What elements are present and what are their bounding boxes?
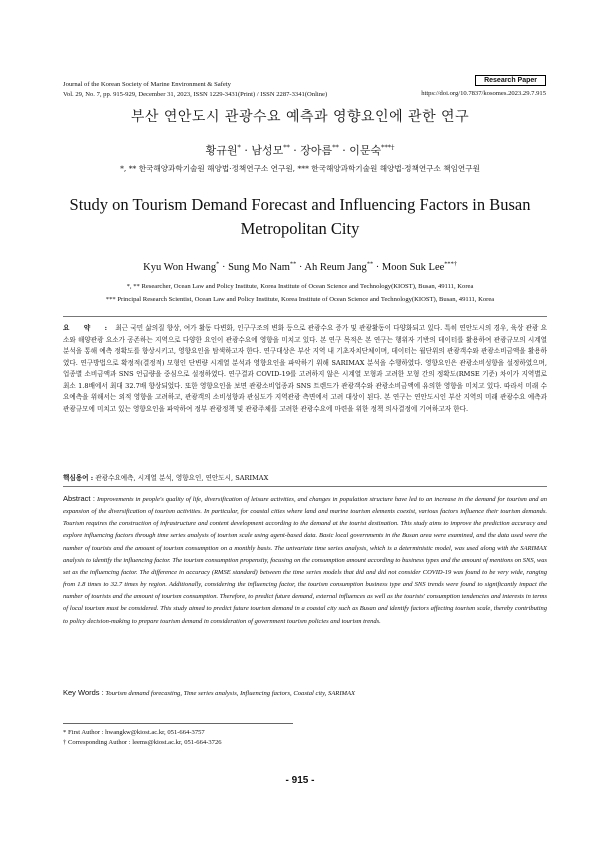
korean-abstract — [63, 323, 547, 415]
english-title: Study on Tourism Demand Forecast and Influencing Factors in Busan Metropolitan City — [69, 195, 531, 238]
english-keywords-label: Key Words : — [63, 688, 104, 697]
author-mark: ** — [283, 143, 290, 152]
english-abstract-text: Improvements in people's quality of life, diversification of leisure activities, and changes in population structure have led to an increase in the demand for tourism and an expansion of the diversification of tourism activities. In particular, for coastal cities where land and marine tourism elements coexist, various factors influence their tourism demands. Tourism requires the construction of infrastructure and content development according to the demand at the tourist destination. This study aims to improve the prediction accuracy and explore influencing factors through time series analysis of tourism scale using agent-based data. Basic local governments in the Busan area were examined, and the data used were the number of tourists and the amount of tourism consumption on a monthly basis. The univariate time series analysis, which is a deterministic model, was used along with the SARIMAX analysis to identify the influencing factor. The tourism consumption propensity, focusing on the consumption amount according to business types and the amount of mentions on SNS, was set as the influencing factor. The difference in accuracy (RMSE standard) between the time series models that did and did not consider COVID-19 was found to be very wide, ranging from 1.8 times to 32.7 times by region. Additionally, considering the influencing factor, the tourism consumption business type and SNS trends were found to significantly impact the number of tourists and the amount of tourism consumption. Therefore, to predict future demand, external influences as well as the tourists' consumption tendencies and interests in terms of local tourism must be considered. This study aimed to predict future tourism demand in a coastal city such as Busan and identify factors affecting tourism scale, thereby contributing to policy decision-making to prepare tourism demand in consideration of government tourism policies and tourism trends. — [63, 496, 548, 625]
author-separator: · — [221, 262, 226, 273]
author-name: 황규원 — [205, 144, 238, 157]
footnote-divider — [63, 723, 293, 724]
footnote — [63, 728, 222, 738]
korean-affiliation: *, ** 한국해양과학기술원 해양법·정책연구소 연구원, *** 한국해양과학기술원 해양법·정책연구소 책임연구원 — [120, 164, 480, 173]
footnote-text: First Author : hwangkw@kiost.ac.kr, 051-664-3757 — [67, 729, 205, 736]
english-affiliations — [60, 280, 540, 306]
author-separator: · — [293, 144, 297, 157]
english-keywords-text: Tourism demand forecasting, Time series analysis, Influencing factors, Coastal city, SARIMAX — [105, 690, 356, 697]
english-keywords — [63, 688, 547, 697]
author-name: Ah Reum Jang — [304, 262, 367, 273]
author-mark: * — [216, 260, 220, 268]
footnotes — [63, 728, 222, 748]
journal-header — [63, 80, 327, 99]
korean-title: 부산 연안도시 관광수요 예측과 영향요인에 관한 연구 — [130, 109, 470, 125]
footnote-mark: † — [63, 739, 67, 746]
author-mark: ** — [332, 143, 339, 152]
affiliation-line: *, ** Researcher, Ocean Law and Policy Institute, Korea Institute of Ocean Science and Technology(KIOST), Busan, 49111, Korea — [126, 283, 474, 290]
section-divider — [63, 316, 547, 317]
author-name: 남성모 — [251, 144, 284, 157]
korean-abstract-label: 요 약 : — [63, 324, 114, 332]
author-mark: ***† — [444, 260, 457, 268]
korean-keywords-text: 관광수요예측, 시계열 분석, 영향요인, 연안도시, SARIMAX — [95, 474, 269, 482]
page-number: - 915 - — [285, 775, 315, 786]
section-divider — [63, 486, 547, 487]
author-name: Sung Mo Nam — [228, 262, 290, 273]
footnote-mark: * — [63, 729, 67, 736]
affiliation-line: *** Principal Research Scientist, Ocean Law and Policy Institute, Korea Institute of Ocean Science and Technology(KIOST), Busan, 49111, Korea — [105, 296, 495, 303]
author-name: 장아름 — [300, 144, 333, 157]
author-name: 이문숙 — [349, 144, 382, 157]
korean-keywords-label: 핵심용어 : — [63, 474, 94, 482]
author-separator: · — [244, 144, 248, 157]
english-abstract-label: Abstract : — [63, 494, 96, 503]
korean-author-list — [0, 142, 600, 158]
author-separator: · — [298, 262, 303, 273]
english-abstract — [63, 493, 547, 628]
author-mark: * — [237, 143, 241, 152]
korean-keywords — [63, 472, 547, 482]
footnote-text: Corresponding Author : leems@kiost.ac.kr, 051-664-3726 — [67, 739, 222, 746]
journal-name: Journal of the Korean Society of Marine Environment & Safety — [63, 81, 231, 88]
author-name: Moon Suk Lee — [381, 262, 445, 273]
footnote — [63, 738, 222, 748]
doi-link[interactable]: https://doi.org/10.7837/kosomes.2023.29.7.915 — [421, 89, 546, 97]
english-author-list — [0, 262, 600, 273]
author-separator: · — [375, 262, 380, 273]
research-paper-badge: Research Paper — [475, 75, 546, 86]
author-mark: ** — [366, 260, 374, 268]
volume-info: Vol. 29, No. 7, pp. 915-929, December 31, 2023, ISSN 1229-3431(Print) / ISSN 2287-3341(Online) — [63, 90, 328, 98]
author-name: Kyu Won Hwang — [143, 262, 217, 273]
korean-abstract-text: 최근 국민 삶의질 향상, 여가 활동 다변화, 인구구조의 변화 등으로 관광수요 증가 및 관광활동이 다양화되고 있다. 특히 연안도시의 경우, 육상 관광 요소와 해양관광 요소가 공존하는 지역으로 다양한 요인이 관광수요에 영향을 미치고 있다. 본 연구 목적은 본 연구는 행위자 기반의 데이터를 활용하여 관광규모의 시계열 분석을 통해 예측 정확도를 향상시키고, 영향요인을 탐색하고자 한다. 연구대상은 부산 지역 내 기초자치단체이며, 데이터는 월단위의 관광객수와 관광소비금액을 활용하였다. 연구방법으로 확정적(결정적) 모형인 단변량 시계열 분석과 영향요인을 파악하기 위해 SARIMAX 분석을 수행하였다. 영향요인은 관광소비성향을 설정하였으며, 업종별 소비금액과 SNS 언급량을 중심으로 설정하였다. 연구결과 COVID-19를 고려하지 않은 시계열 모형과 고려한 모형 간의 정확도(RMSE 기준) 차이가 지역별로 최소 1.8배에서 최대 32.7배 향상되었다. 또한 영향요인을 보면 관광소비업종과 SNS 트렌드가 관광객수와 관광소비금액에 유의한 영향을 미치고 있다. 따라서 미래 수요예측을 위해서는 외적 영향을 고려하고, 관광객의 소비성향과 관심도가 지역관광 측면에서 고려 대상이 된다. 본 연구는 연안도시인 부산 지역의 미래 관광수요 예측과 관광규모에 미치고 있는 영향요인을 파악하여 정부 관광정책 및 관광주체를 고려한 관광수요에 마련을 위한 정책 의사결정에 기여하고자 한다. — [63, 324, 547, 413]
author-mark: ***† — [381, 143, 395, 152]
author-mark: ** — [289, 260, 297, 268]
author-separator: · — [342, 144, 346, 157]
